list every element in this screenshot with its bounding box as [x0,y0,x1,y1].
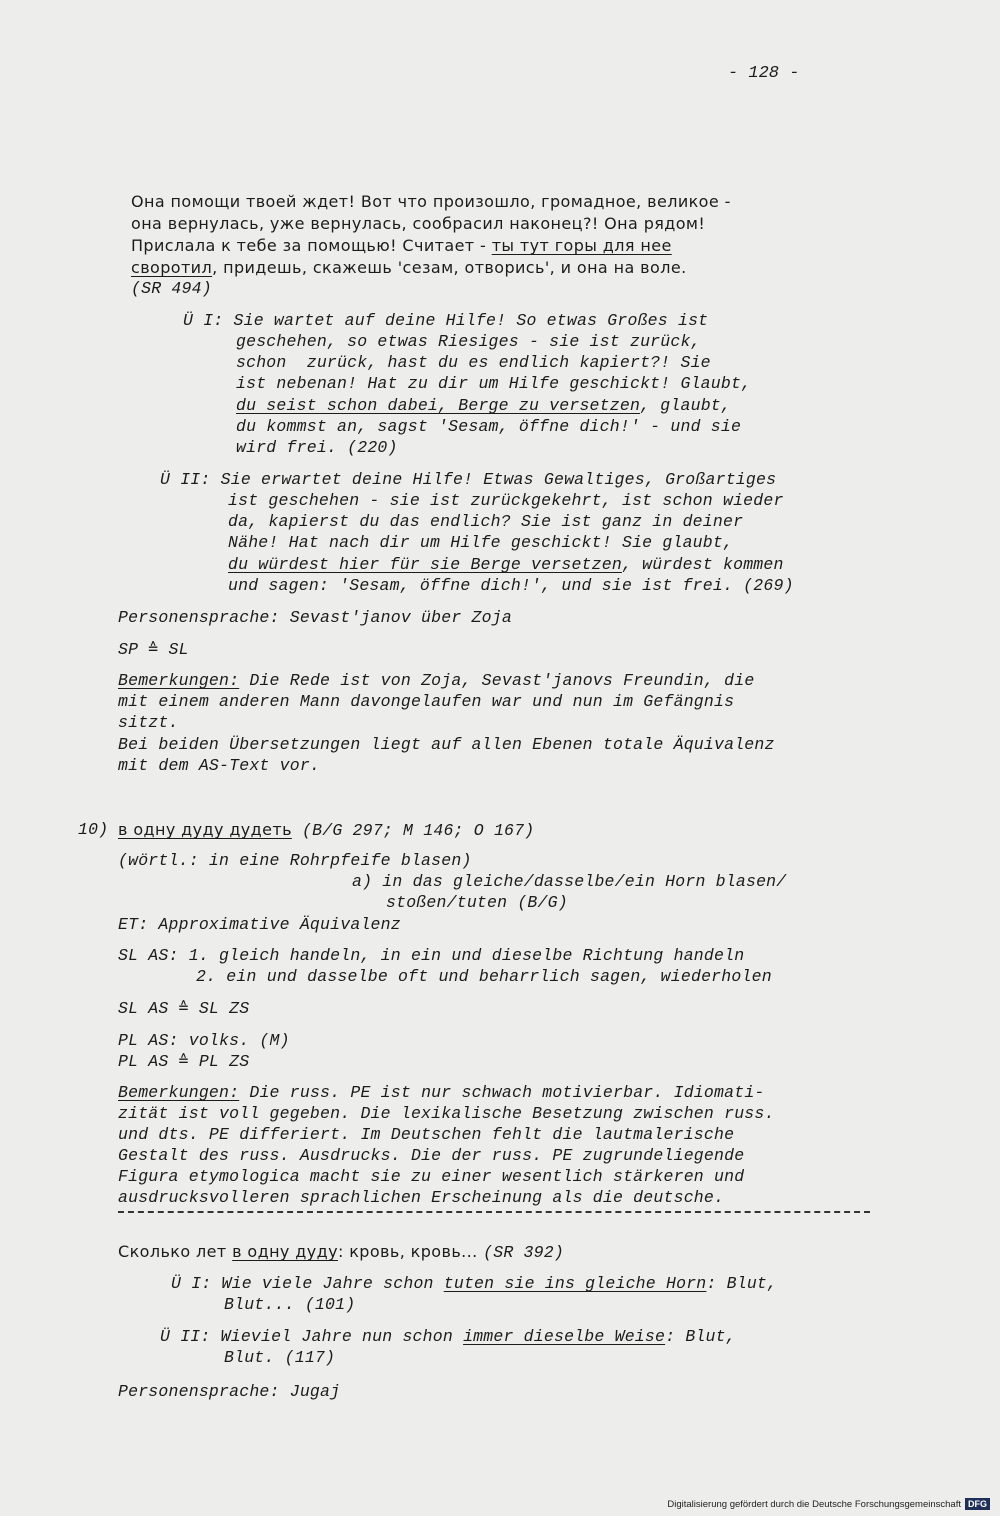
dfg-logo: DFG [965,1498,990,1510]
bemerkungen-2-line-1: Bemerkungen: Die russ. PE ist nur schwach motivierbar. Idiomati- [118,1083,765,1102]
ru-line-4: своротил, придешь, скажешь 'сезам, отворись', и она на воле. [131,258,687,277]
translation-1-line-1: Ü I: Sie wartet auf deine Hilfe! So etwas Großes ist [183,311,709,330]
sl-equivalence: SL AS ≙ SL ZS [118,999,250,1018]
entry-headword: в одну дуду дудеть (B/G 297; M 146; O 167) [118,820,535,840]
translation-4-line-2: Blut. (117) [224,1348,336,1367]
entry-number: 10) [78,820,109,839]
dashed-separator [118,1211,870,1213]
bemerkungen-1-line-4: Bei beiden Übersetzungen liegt auf allen Ebenen totale Äquivalenz [118,735,775,754]
pl-as: PL AS: volks. (M) [118,1031,290,1050]
ru-line-1: Она помощи твоей ждет! Вот что произошло, громадное, великое - [131,192,731,211]
bemerkungen-1-line-2: mit einem anderen Mann davongelaufen war und nun im Gefängnis [118,692,735,711]
sl-as-line-2: 2. ein und dasselbe oft und beharrlich sagen, wiederholen [196,967,772,986]
translation-2-line-6: und sagen: 'Sesam, öffne dich!', und sie ist frei. (269) [228,576,794,595]
translation-1-line-3: schon zurück, hast du es endlich kapiert?! Sie [236,353,711,372]
ru-line-3: Прислала к тебе за помощью! Считает - ты тут горы для нее [131,236,672,255]
translation-2-line-1: Ü II: Sie erwartet deine Hilfe! Etwas Gewaltiges, Großartiges [160,470,777,489]
translation-2-line-3: da, kapierst du das endlich? Sie ist ganz in deiner [228,512,744,531]
translation-1-line-2: geschehen, so etwas Riesiges - sie ist zurück, [236,332,701,351]
bemerkungen-1-line-5: mit dem AS-Text vor. [118,756,321,775]
ru-quote-2: Сколько лет в одну дуду: кровь, кровь... (SR 392) [118,1242,564,1262]
personensprache-1: Personensprache: Sevast'janov über Zoja [118,608,512,627]
footer-text: Digitalisierung gefördert durch die Deutsche Forschungsgemeinschaft [667,1498,961,1510]
translation-1-line-5: du seist schon dabei, Berge zu versetzen, glaubt, [236,396,731,415]
pl-equivalence: PL AS ≙ PL ZS [118,1052,250,1071]
translation-1-line-7: wird frei. (220) [236,438,398,457]
sp-equivalence: SP ≙ SL [118,640,189,659]
translation-2-line-2: ist geschehen - sie ist zurückgekehrt, ist schon wieder [228,491,784,510]
translation-2-line-5: du würdest hier für sie Berge versetzen, würdest kommen [228,555,784,574]
bemerkungen-2-line-6: ausdrucksvolleren sprachlichen Erscheinung als die deutsche. [118,1188,725,1207]
bemerkungen-1-line-3: sitzt. [118,713,179,732]
bemerkungen-2-line-4: Gestalt des russ. Ausdrucks. Die der russ. PE zugrundeliegende [118,1146,745,1165]
translation-3-line-1: Ü I: Wie viele Jahre schon tuten sie ins gleiche Horn: Blut, [171,1274,778,1293]
bemerkungen-1-line-1: Bemerkungen: Die Rede ist von Zoja, Sevast'janovs Freundin, die [118,671,755,690]
footer [667,1498,990,1510]
bemerkungen-2-line-2: zität ist voll gegeben. Die lexikalische Besetzung zwischen russ. [118,1104,775,1123]
translation-1-line-4: ist nebenan! Hat zu dir um Hilfe geschickt! Glaubt, [236,374,752,393]
literal-translation: (wörtl.: in eine Rohrpfeife blasen) [118,851,472,870]
sl-as-line-1: SL AS: 1. gleich handeln, in ein und dieselbe Richtung handeln [118,946,745,965]
equivalence-type: ET: Approximative Äquivalenz [118,915,401,934]
translation-4-line-1: Ü II: Wieviel Jahre nun schon immer dieselbe Weise: Blut, [160,1327,736,1346]
bemerkungen-2-line-3: und dts. PE differiert. Im Deutschen fehlt die lautmalerische [118,1125,735,1144]
equivalent-a-line-1: a) in das gleiche/dasselbe/ein Horn blasen/ [352,872,787,891]
ru-source: (SR 494) [131,279,212,298]
translation-1-line-6: du kommst an, sagst 'Sesam, öffne dich!' - und sie [236,417,742,436]
bemerkungen-2-line-5: Figura etymologica macht sie zu einer wesentlich stärkeren und [118,1167,745,1186]
translation-3-line-2: Blut... (101) [224,1295,356,1314]
translation-2-line-4: Nähe! Hat nach dir um Hilfe geschickt! Sie glaubt, [228,533,734,552]
page-number: - 128 - [728,64,800,83]
ru-line-2: она вернулась, уже вернулась, сообрасил наконец?! Она рядом! [131,214,706,233]
personensprache-2: Personensprache: Jugaj [118,1382,341,1401]
equivalent-a-line-2: stoßen/tuten (B/G) [386,893,568,912]
